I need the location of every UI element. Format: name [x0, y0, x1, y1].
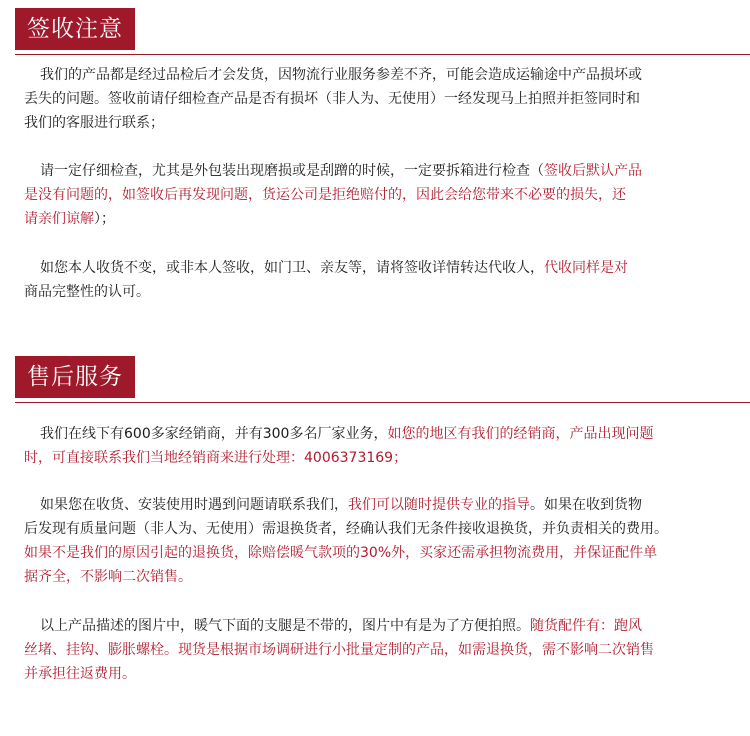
text-line: 商品完整性的认可。: [24, 284, 150, 300]
service-paragraph-2: [24, 493, 742, 589]
service-header: [0, 356, 750, 406]
sign-header: [0, 8, 750, 58]
text-segment: 。如果在收到货物: [530, 497, 642, 513]
text-segment: 如您本人收货不变，或非本人签收，如门卫、亲友等，请将签收详情转达代收人，: [40, 260, 544, 276]
sign-title: 签收注意: [15, 8, 135, 50]
highlight-line: 据齐全，不影响二次销售。: [24, 569, 192, 585]
text-line: 我们的客服进行联系；: [24, 115, 164, 131]
highlight-text: 如您的地区有我们的经销商，产品出现问题: [387, 426, 654, 442]
text-line: [24, 493, 742, 517]
text-line: 丢失的问题。签收前请仔细检查产品是否有损坏（非人为、无使用）一经发现马上拍照并拒签同时和: [24, 91, 640, 107]
text-line: [24, 422, 742, 446]
highlight-line: 如果不是我们的原因引起的退换货，除赔偿暖气款项的30%外，买家还需承担物流费用，并保证配件单: [24, 545, 658, 561]
text-segment: 以上产品描述的图片中，暖气下面的支腿是不带的，图片中有是为了方便拍照。: [40, 618, 530, 634]
text-line: [24, 207, 742, 231]
highlight-line: 并承担往返费用。: [24, 666, 136, 682]
highlight-text: 请亲们谅解: [24, 211, 94, 227]
text-line: [24, 159, 742, 183]
text-line: [24, 256, 742, 280]
sign-paragraph-2: [24, 159, 742, 231]
highlight-text: 我们可以随时提供专业的指导: [348, 497, 530, 513]
text-line: 我们的产品都是经过品检后才会发货，因物流行业服务参差不齐，可能会造成运输途中产品损坏或: [40, 67, 642, 83]
service-header-divider: [15, 402, 750, 403]
text-segment: 我们在线下有600多家经销商，并有300多名厂家业务，: [40, 426, 388, 442]
text-segment: 如果您在收货、安装使用时遇到问题请联系我们，: [40, 497, 348, 513]
sign-header-divider: [15, 54, 750, 55]
text-segment: ）；: [94, 211, 115, 227]
highlight-text: 丝堵、挂钩、膨胀螺栓。: [24, 642, 178, 658]
service-paragraph-1: [24, 422, 742, 470]
highlight-line: 是没有问题的，如签收后再发现问题，货运公司是拒绝赔付的，因此会给您带来不必要的损失，还: [24, 187, 626, 203]
service-section: [0, 356, 750, 406]
highlight-text: 现货是根据市场调研进行小批量定制的产品，如需退换货，需不影响二次销售: [178, 642, 654, 658]
sign-paragraph-1: [24, 63, 742, 135]
highlight-text: 签收后默认产品: [544, 163, 642, 179]
sign-section: [0, 8, 750, 58]
service-paragraph-3: [24, 614, 742, 686]
text-line: [24, 638, 742, 662]
highlight-line: 时，可直接联系我们当地经销商来进行处理：4006373169；: [24, 450, 408, 466]
highlight-text: 代收同样是对: [544, 260, 628, 276]
highlight-text: 随货配件有：跑风: [530, 618, 642, 634]
sign-paragraph-3: [24, 256, 742, 304]
service-title: 售后服务: [15, 356, 135, 398]
text-segment: 请一定仔细检查，尤其是外包装出现磨损或是刮蹭的时候，一定要拆箱进行检查（: [40, 163, 544, 179]
text-line: 后发现有质量问题（非人为、无使用）需退换货者，经确认我们无条件接收退换货，并负责相关的费用。: [24, 521, 668, 537]
text-line: [24, 614, 742, 638]
